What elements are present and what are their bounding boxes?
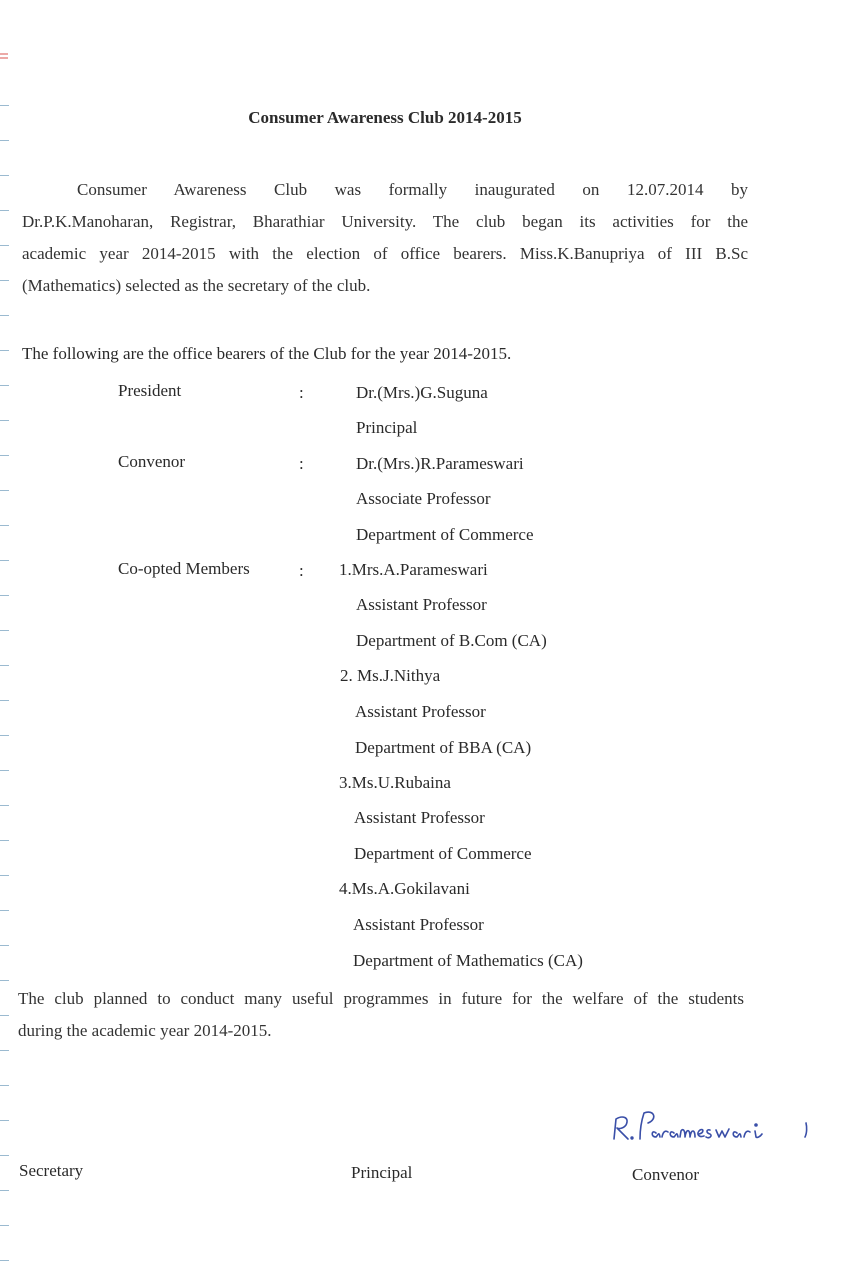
member-name: 1.Mrs.A.Parameswari (339, 560, 488, 579)
margin-tick (0, 490, 9, 491)
member-designation: Assistant Professor (355, 702, 486, 721)
convenor-name: Dr.(Mrs.)R.Parameswari (356, 454, 524, 473)
margin-tick (0, 350, 9, 351)
closing-line: The club planned to conduct many useful programmes in future for the welfare of the students (18, 989, 744, 1008)
margin-tick (0, 175, 9, 176)
margin-tick (0, 280, 9, 281)
margin-tick (0, 700, 9, 701)
member-designation: Assistant Professor (353, 915, 484, 934)
president-title: Principal (356, 418, 418, 437)
margin-tick (0, 1225, 9, 1226)
margin-tick (0, 385, 9, 386)
margin-tick (0, 105, 9, 106)
colon: : (299, 561, 304, 580)
margin-tick (0, 1050, 9, 1051)
margin-tick (0, 140, 9, 141)
margin-tick (0, 805, 9, 806)
member-name: 3.Ms.U.Rubaina (339, 773, 451, 792)
principal-label: Principal (351, 1163, 413, 1182)
document-title: Consumer Awareness Club 2014-2015 (248, 108, 522, 127)
member-department: Department of Commerce (354, 844, 532, 863)
intro-line: Consumer Awareness Club was formally inaugurated on 12.07.2014 by (77, 180, 748, 199)
convenor-department: Department of Commerce (356, 525, 534, 544)
margin-tick (0, 210, 9, 211)
closing-line: during the academic year 2014-2015. (18, 1021, 272, 1040)
intro-line: academic year 2014-2015 with the election of office bearers. Miss.K.Banupriya of III B.Sc (22, 244, 748, 263)
intro-line: (Mathematics) selected as the secretary of the club. (22, 276, 371, 295)
member-department: Department of BBA (CA) (355, 738, 532, 757)
role-president: President (118, 381, 182, 400)
intro-line: Dr.P.K.Manoharan, Registrar, Bharathiar University. The club began its activities for the (22, 212, 748, 231)
bearers-intro: The following are the office bearers of the Club for the year 2014-2015. (22, 344, 512, 363)
margin-red-mark (0, 52, 8, 62)
margin-tick (0, 1015, 9, 1016)
member-department: Department of Mathematics (CA) (353, 951, 583, 970)
convenor-designation: Associate Professor (356, 489, 491, 508)
role-convenor: Convenor (118, 452, 186, 471)
margin-tick (0, 770, 9, 771)
secretary-label: Secretary (19, 1161, 84, 1180)
ruled-margin (0, 0, 10, 1269)
margin-tick (0, 315, 9, 316)
member-department: Department of B.Com (CA) (356, 631, 547, 650)
member-name: 2. Ms.J.Nithya (340, 666, 441, 685)
margin-tick (0, 1085, 9, 1086)
margin-tick (0, 1155, 9, 1156)
colon: : (299, 454, 304, 473)
convenor-handwritten-signature (610, 1105, 810, 1149)
margin-tick (0, 735, 9, 736)
convenor-label: Convenor (632, 1165, 700, 1184)
margin-tick (0, 840, 9, 841)
margin-tick (0, 1260, 9, 1261)
closing-paragraph (18, 983, 744, 1047)
margin-tick (0, 1190, 9, 1191)
margin-tick (0, 560, 9, 561)
member-name: 4.Ms.A.Gokilavani (339, 879, 470, 898)
margin-tick (0, 980, 9, 981)
margin-tick (0, 245, 9, 246)
president-name: Dr.(Mrs.)G.Suguna (356, 383, 488, 402)
member-designation: Assistant Professor (356, 595, 487, 614)
margin-tick (0, 665, 9, 666)
margin-tick (0, 630, 9, 631)
margin-tick (0, 525, 9, 526)
margin-tick (0, 595, 9, 596)
margin-tick (0, 945, 9, 946)
margin-tick (0, 420, 9, 421)
colon: : (299, 383, 304, 402)
margin-tick (0, 910, 9, 911)
member-designation: Assistant Professor (354, 808, 485, 827)
intro-paragraph (22, 174, 748, 302)
margin-tick (0, 1120, 9, 1121)
margin-tick (0, 455, 9, 456)
margin-tick (0, 875, 9, 876)
role-coopted-members: Co-opted Members (118, 559, 250, 578)
